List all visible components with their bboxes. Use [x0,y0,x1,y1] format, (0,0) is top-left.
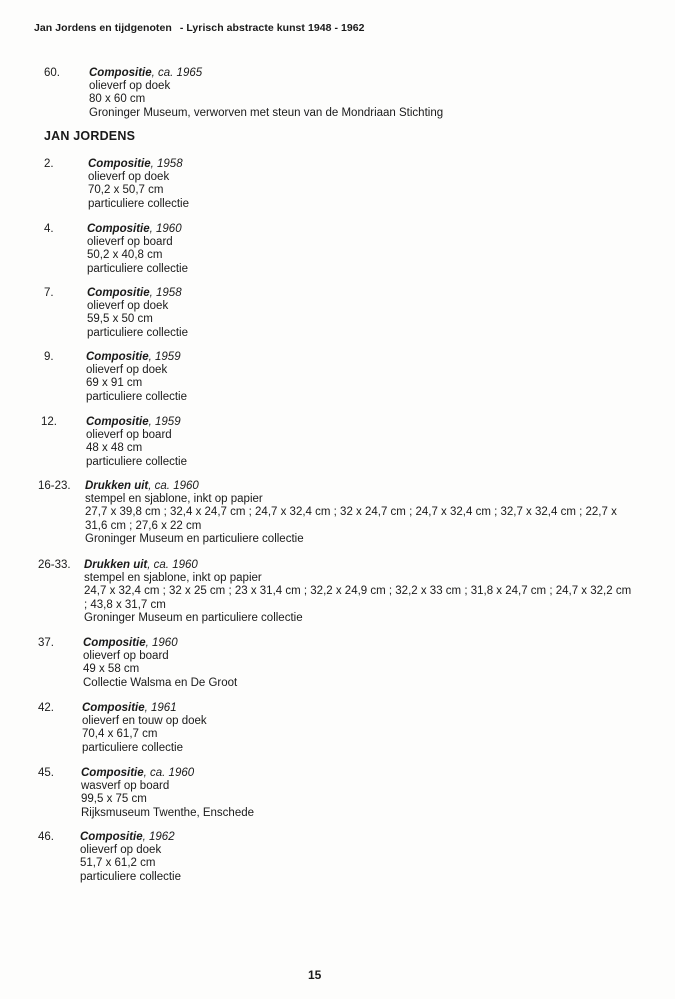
entry-collection: Groninger Museum en particuliere collectie [84,611,303,624]
entry-collection: Groninger Museum, verworven met steun van de Mondriaan Stichting [89,106,444,119]
section-title: JAN JORDENS [44,129,136,143]
entry-date: , 1962 [142,831,175,843]
entry-medium: olieverf op doek [87,300,169,313]
entry-dimensions: 27,7 x 39,8 cm ; 32,4 x 24,7 cm ; 24,7 x 32,4 cm ; 32 x 24,7 cm ; 24,7 x 32,4 cm ; 32,7 x 32,4 cm ; 22,7 x 31,6 cm ; 27,6 x 22 cm [85,506,617,532]
entry-dimensions: 99,5 x 75 cm [81,793,147,806]
entry-medium: olieverf op doek [86,364,168,377]
entry-collection: particuliere collectie [82,741,183,754]
entry-number: 45. [38,767,54,779]
entry-collection: particuliere collectie [86,455,187,468]
entry-medium: wasverf op board [81,780,170,793]
entry-title: Compositie [89,67,152,79]
entry-dimensions: 51,7 x 61,2 cm [80,857,156,870]
entry-date: , ca. 1960 [143,767,195,779]
entry-number: 16-23. [38,480,71,492]
entry-number: 60. [44,67,60,79]
entry-title: Compositie [86,416,149,428]
entry-date: , ca. 1965 [151,67,203,79]
entry-medium: olieverf op board [83,650,169,663]
entry-date: , 1959 [148,351,181,363]
entry-title: Compositie [80,831,143,843]
entry-dimensions: 59,5 x 50 cm [87,313,153,326]
entry-dimensions: 48 x 48 cm [86,442,143,455]
entry-collection: particuliere collectie [80,870,181,883]
entry-dimensions: 70,2 x 50,7 cm [88,184,164,197]
entry-date: , 1960 [145,637,178,649]
entry-title: Compositie [88,158,151,170]
entry-collection: Collectie Walsma en De Groot [83,676,238,689]
entry-date: , 1961 [144,702,177,714]
entry-collection: Rijksmuseum Twenthe, Enschede [81,806,255,819]
running-header [34,22,365,34]
entry-medium: olieverf op board [86,429,172,442]
entry-date: , 1958 [149,287,182,299]
entry-collection: particuliere collectie [87,326,188,339]
entry-title: Compositie [83,637,146,649]
entry-title: Drukken uit [84,559,148,571]
entry-dimensions: 80 x 60 cm [89,93,146,106]
entry-date: , 1960 [149,223,182,235]
entry-collection: particuliere collectie [87,262,188,275]
entry-title: Compositie [86,351,149,363]
entry-medium: olieverf op board [87,236,173,249]
entry-medium: olieverf op doek [88,171,170,184]
entry-medium: stempel en sjablone, inkt op papier [84,572,262,585]
entry-number: 42. [38,702,54,714]
header-left: Jan Jordens en tijdgenoten [34,22,172,34]
entry-dimensions: 70,4 x 61,7 cm [82,728,158,741]
entry-dimensions: 50,2 x 40,8 cm [87,249,163,262]
header-right: - Lyrisch abstracte kunst 1948 - 1962 [179,22,365,34]
entry-number: 46. [38,831,54,843]
entry-date: , ca. 1960 [147,559,198,571]
entry-medium: olieverf op doek [89,80,171,93]
entry-number: 7. [44,287,54,299]
entry-collection: particuliere collectie [86,390,187,403]
entry-title: Compositie [87,287,150,299]
entry-date: , 1959 [148,416,181,428]
entry-title: Compositie [81,767,144,779]
entry-dimensions: 24,7 x 32,4 cm ; 32 x 25 cm ; 23 x 31,4 cm ; 32,2 x 24,9 cm ; 32,2 x 33 cm ; 31,8 x 24,7 cm ; 24,7 x 32,2 cm ; 43,8 x 31,7 cm [84,585,632,611]
entry-title: Compositie [87,223,150,235]
entry-collection: particuliere collectie [88,197,189,210]
entry-date: , 1958 [150,158,183,170]
entry-date: , ca. 1960 [148,480,199,492]
entry-medium: stempel en sjablone, inkt op papier [85,493,263,506]
entry-medium: olieverf op doek [80,844,162,857]
page-number: 15 [308,968,322,982]
entry-number: 37. [38,637,54,649]
entry-medium: olieverf en touw op doek [82,715,207,728]
entry-title: Drukken uit [85,480,149,492]
entry-number: 9. [44,351,54,363]
entry-number: 4. [44,223,54,235]
entry-title: Compositie [82,702,145,714]
entry-dimensions: 49 x 58 cm [83,663,140,676]
entry-number: 2. [44,158,54,170]
entry-dimensions: 69 x 91 cm [86,377,143,390]
entry-number: 26-33. [38,559,71,571]
entry-number: 12. [41,416,57,428]
entry-collection: Groninger Museum en particuliere collectie [85,532,304,545]
